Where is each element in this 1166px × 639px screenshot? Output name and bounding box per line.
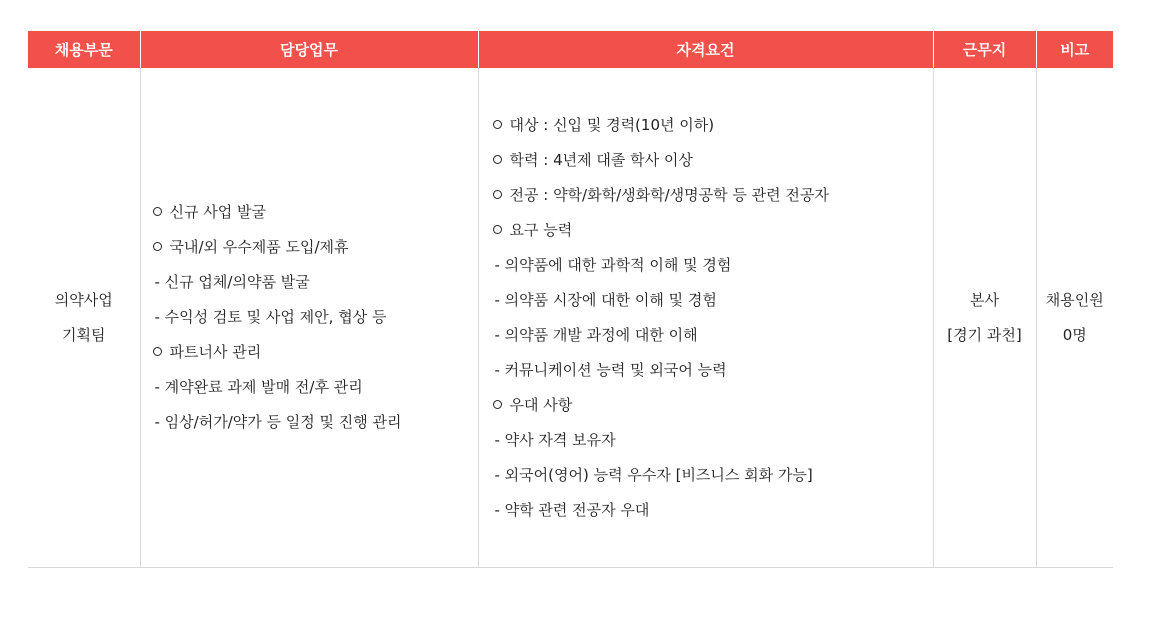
dash-item	[493, 353, 933, 388]
location-line: 본사	[970, 290, 999, 309]
dash-item	[153, 265, 478, 300]
dash-item	[493, 458, 933, 493]
bullet-item	[493, 108, 933, 143]
table-header	[28, 31, 1113, 68]
division-line: 의약사업	[54, 290, 113, 309]
header-row	[28, 31, 1113, 68]
note-cell	[1036, 68, 1113, 568]
item-text: 학력 : 4년제 대졸 학사 이상	[509, 150, 693, 169]
item-text: - 신규 업체/의약품 발굴	[154, 273, 310, 291]
bullet-item	[493, 143, 933, 178]
bullet-item	[153, 195, 478, 230]
bullet-item	[153, 335, 478, 370]
job-posting-table	[28, 31, 1113, 568]
hollow-circle-bullet-icon	[493, 120, 502, 129]
dash-item	[153, 370, 478, 405]
dash-item	[493, 248, 933, 283]
item-text: - 약학 관련 전공자 우대	[494, 500, 650, 519]
requirements-cell	[478, 68, 933, 568]
hollow-circle-bullet-icon	[493, 190, 502, 199]
table-row	[28, 68, 1113, 568]
table-body	[28, 68, 1113, 568]
dash-item	[493, 283, 933, 318]
note-line: 0명	[1062, 325, 1087, 344]
header-note: 비고	[1036, 31, 1113, 68]
header-duties: 담당업무	[140, 31, 478, 68]
item-text: 우대 사항	[509, 395, 573, 414]
item-text: 국내/외 우수제품 도입/제휴	[169, 238, 349, 256]
header-requirements: 자격요건	[478, 31, 933, 68]
bullet-item	[493, 178, 933, 213]
hollow-circle-bullet-icon	[153, 207, 162, 216]
bullet-item	[153, 230, 478, 265]
item-text: 파트너사 관리	[169, 343, 262, 361]
item-text: - 임상/허가/약가 등 일정 및 진행 관리	[154, 413, 402, 431]
dash-item	[493, 493, 933, 528]
item-text: 전공 : 약학/화학/생화학/생명공학 등 관련 전공자	[509, 185, 829, 204]
item-text: - 의약품 개발 과정에 대한 이해	[494, 325, 698, 344]
bullet-item	[493, 213, 933, 248]
note-line: 채용인원	[1045, 290, 1104, 309]
bullet-item	[493, 388, 933, 423]
hollow-circle-bullet-icon	[153, 242, 162, 251]
item-text: - 외국어(영어) 능력 우수자 [비즈니스 회화 가능]	[494, 465, 813, 484]
item-text: - 의약품 시장에 대한 이해 및 경험	[494, 290, 717, 309]
item-text: - 약사 자격 보유자	[494, 430, 616, 449]
location-line: [경기 과천]	[947, 325, 1022, 344]
item-text: - 커뮤니케이션 능력 및 외국어 능력	[494, 360, 727, 379]
item-text: 요구 능력	[509, 220, 573, 239]
division-line: 기획팀	[62, 325, 106, 344]
dash-item	[493, 318, 933, 353]
item-text: - 수익성 검토 및 사업 제안, 협상 등	[154, 308, 387, 326]
hollow-circle-bullet-icon	[493, 155, 502, 164]
division-cell	[28, 68, 140, 568]
item-text: 신규 사업 발굴	[169, 203, 266, 221]
dash-item	[493, 423, 933, 458]
dash-item	[153, 300, 478, 335]
header-division: 채용부문	[28, 31, 140, 68]
dash-item	[153, 405, 478, 440]
item-text: - 계약완료 과제 발매 전/후 관리	[154, 378, 363, 396]
duties-cell	[140, 68, 478, 568]
hollow-circle-bullet-icon	[493, 400, 502, 409]
item-text: - 의약품에 대한 과학적 이해 및 경험	[494, 255, 732, 274]
hollow-circle-bullet-icon	[493, 225, 502, 234]
header-location: 근무지	[933, 31, 1036, 68]
hollow-circle-bullet-icon	[153, 347, 162, 356]
location-cell	[933, 68, 1036, 568]
item-text: 대상 : 신입 및 경력(10년 이하)	[509, 115, 715, 134]
